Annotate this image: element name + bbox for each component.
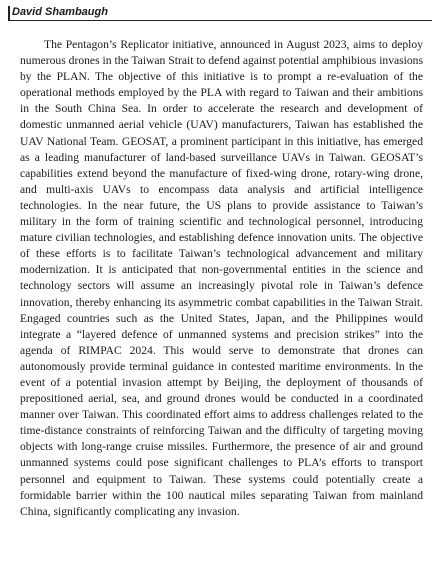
body-text [20, 37, 423, 520]
running-head-author: David Shambaugh [8, 6, 432, 21]
body-paragraph: The Pentagon’s Replicator initiative, announced in August 2023, aims to deploy numerous drones in the Taiwan Strait to defend against potential amphibious invasions by the PLAN. The objective of this initiative is to prompt a re-evaluation of the operational methods employed by the PLA with regard to Taiwan and their ambitions in the South China Sea. In order to accelerate the research and development of domestic unmanned aerial vehicle (UAV) manufacturers, Taiwan has established the UAV National Team. GEOSAT, a prominent participant in this initiative, has emerged as a leading manufacturer of land-based surveillance UAVs in Taiwan. GEOSAT’s capabilities extend beyond the manufacture of fixed-wing drone, rotary-wing drone, and multi-axis UAVs to encompass data analysis and artificial intelligence technologies. In the near future, the US plans to provide assistance to Taiwan’s military in the form of training scientific and technological personnel, introducing mature civilian technologies, and establishing defence innovation units. The objective of these efforts is to facilitate Taiwan’s technological advancement and military modernization. It is anticipated that non-governmental entities in the science and technology sectors will assume an increasingly pivotal role in Taiwan’s defence innovation, thereby enhancing its asymmetric combat capabilities in the Taiwan Strait. Engaged countries such as the United States, Japan, and the Philippines would integrate a “layered defence of unmanned systems and precision strikes” into the agenda of RIMPAC 2024. This would serve to demonstrate that drones can autonomously provide terminal guidance in contested maritime environments. In the event of a potential invasion attempt by Beijing, the deployment of thousands of prepositioned aerial, sea, and ground drones would be conducted in a coordinated manner over Taiwan. This coordinated effort aims to address challenges related to the time-distance constraints of reinforcing Taiwan and the difficulty of targeting moving objects with long-range cruise missiles. Furthermore, the presence of air and ground unmanned systems could pose significant challenges to PLA’s efforts to transport personnel and equipment to Taiwan. These systems could potentially create a formidable barrier within the 100 nautical miles separating Taiwan from mainland China, significantly complicating any invasion. [20, 38, 423, 518]
